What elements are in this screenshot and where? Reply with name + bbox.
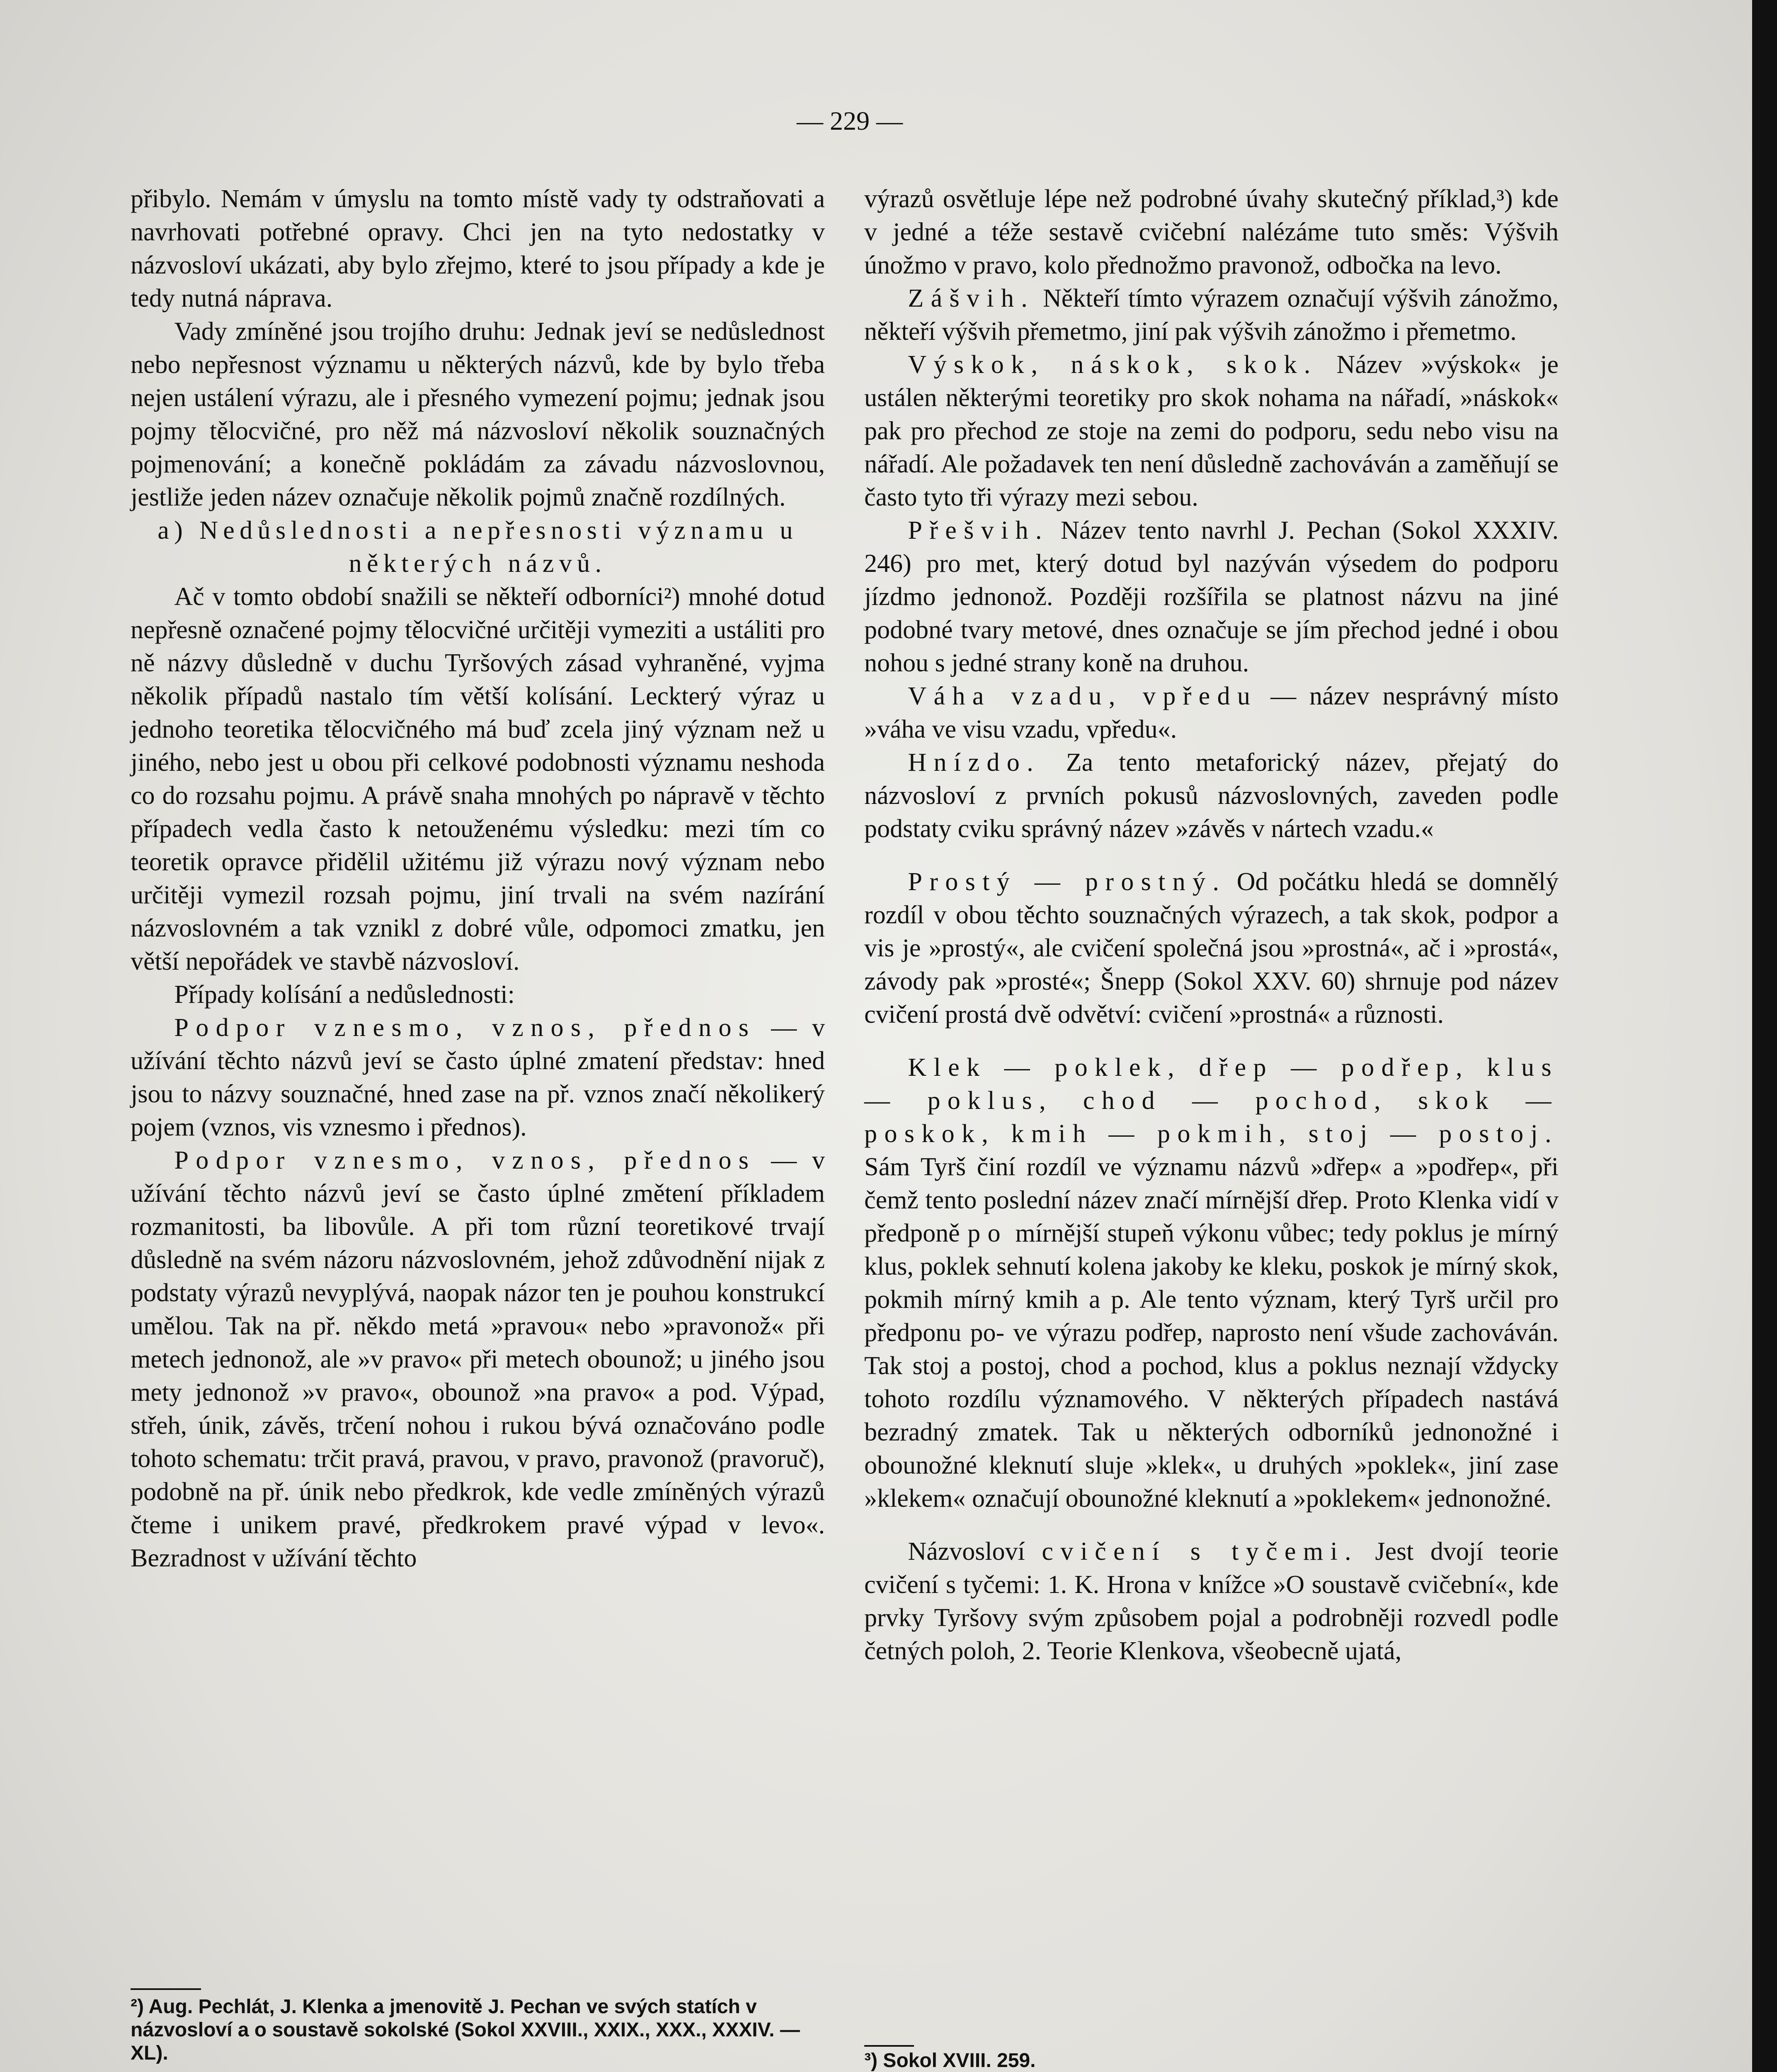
paragraph: Přešvih. Název tento navrhl J. Pechan (Sokol XXXIV. 246) pro met, který dotud byl nazýván výsedem do podporu jízdmo jednonož. Později rozšířila se platnost názvu na jiné podobné tvary metové, dnes označuje se jím přechod jedné i obou nohou s jedné strany koně na druhou. (864, 516, 1559, 677)
paragraph: Výskok, náskok, skok. Název »výskok« je ustálen některými teoretiky pro skok nohama na nářadí, »náskok« pak pro přechod ze stoje na zemi do podporu, sedu nebo visu na nářadí. Ale požadavek ten není důsledně zachováván a zaměňují se často tyto tři výrazy mezi sebou. (864, 351, 1559, 511)
term: Zášvih. (908, 284, 1035, 312)
left-column (131, 182, 825, 1575)
footnote-left: ²) Aug. Pechlát, J. Klenka a jmenovitě J. Pechan ve svých statích v názvosloví a o soustavě sokolské (Sokol XXVIII., XXIX., XXX., XXXIV. — XL). (131, 1996, 800, 2064)
term: Výskok, náskok, skok. (908, 351, 1318, 379)
paragraph: výrazů osvětluje lépe než podrobné úvahy skutečný příklad,³) kde v jedné a téže sestavě cvičební nalézáme tuto směs: Výšvih únožmo v pravo, kolo přednožmo pravonož, odbočka na levo. (864, 185, 1559, 279)
paragraph: Hnízdo. Za tento metaforický název, přejatý do názvosloví z prvních pokusů názvoslovných, zaveden podle podstaty cviku správný název »závěs v nártech vzadu.« (864, 748, 1559, 843)
term: Přešvih. (908, 516, 1049, 545)
footnote-rule (864, 2045, 914, 2047)
paragraph: Prostý — prostný. Od počátku hledá se domnělý rozdíl v obou těchto souznačných výrazech, a tak skok, podpor a vis je »prostý«, ale cvičení společná jsou »prostná«, ač i »prostá«, závody pak »prosté«; Šnepp (Sokol XXV. 60) shrnuje pod název cvičení prostá dvě odvětví: cvičení »prostná« a různosti. (864, 868, 1559, 1029)
paragraph: Vady zmíněné jsou trojího druhu: Jednak jeví se nedůslednost nebo nepřesnost významu u některých názvů, kde by bylo třeba nejen ustálení výrazu, ale i přesného vymezení pojmu; jednak jsou pojmy tělocvičné, pro něž má názvosloví několik souznačných pojmenování; a konečně pokládám za závadu názvoslovnou, jestliže jeden název označuje několik pojmů značně rozdílných. (131, 317, 825, 511)
term: Hnízdo. (908, 748, 1040, 777)
paragraph: Podpor vznesmo, vznos, přednos — v užívání těchto názvů jeví se často úplné zmatení představ: hned jsou to názvy souznačné, hned zase na př. vznos značí několikerý pojem (vznos, vis vznesmo i přednos). (131, 1014, 825, 1141)
scan-edge-right (1752, 0, 1777, 2072)
term: cvičení s tyčemi. (1042, 1537, 1358, 1566)
term: Podpor vznesmo, vznos, přednos (174, 1014, 756, 1042)
footnote-rule (131, 1988, 201, 1990)
term: Prostý — prostný. (908, 868, 1227, 896)
page-number: — 229 — (797, 106, 903, 136)
paragraph: Váha vzadu, vpředu — název nesprávný místo »váha ve visu vzadu, vpředu«. (864, 682, 1559, 743)
paragraph: Zášvih. Někteří tímto výrazem označují výšvih zánožmo, někteří výšvih přemetmo, jiní pak výšvih zánožmo i přemetmo. (864, 284, 1559, 346)
paragraph: Ač v tomto období snažili se někteří odborníci²) mnohé dotud nepřesně označené pojmy tělocvičné určitěji vymeziti a ustáliti pro ně názvy důsledně v duchu Tyršových zásad vyhraněné, vyjma několik případů nastalo tím větší kolísání. Leckterý výraz u jednoho teoretika tělocvičného má buď zcela jiný význam než u jiného, nebo jest u obou při celkové podobnosti významu neshoda co do rozsahu pojmu. A právě snaha mnohých po nápravě v těchto případech vedla často k netouženému výsledku: mezi tím co teoretik opravce přidělil užitému již výrazu nový význam nebo určitěji vymezil rozsah pojmu, jiní trvali na svém nazírání názvoslovném a tak vznikl z dobré vůle, odpomoci zmatku, jen větší nepořádek ve stavbě názvosloví. (131, 583, 825, 975)
term: Podpor vznesmo, vznos, přednos (174, 1146, 756, 1174)
term: Klek — poklek, dřep — podřep, klus — poklus, chod — pochod, skok — poskok, kmih — pokmih, stoj — postoj. (864, 1053, 1559, 1148)
section-heading: a) Nedůslednosti a nepřesnosti významu u některých názvů. (158, 516, 798, 578)
paragraph: Názvosloví cvičení s tyčemi. Jest dvojí teorie cvičení s tyčemi: 1. K. Hrona v knížce »O soustavě cvičební«, kde prvky Tyršovy svým způsobem pojal a podrobněji rozvedl podle četných poloh, 2. Teorie Klenkova, všeobecně ujatá, (864, 1537, 1559, 1665)
term: Váha vzadu, vpředu (908, 682, 1258, 710)
paragraph: Případy kolísání a nedůslednosti: (174, 980, 515, 1009)
paragraph: Podpor vznesmo, vznos, přednos — v užívání těchto názvů jeví se často úplné změtení příkladem rozmanitosti, ba libovůle. A při tom různí teoretikové trvají důsledně na svém názoru názvoslovném, jehož zdůvodnění nijak z podstaty výrazů nevyplývá, naopak názor ten je pouhou konstrukcí umělou. Tak na př. někdo metá »pravou« nebo »pravonož« při metech jednonož, ale »v pravo« při metech obounož; u jiného jsou mety jednonož »v pravo«, obounož »na pravo« a pod. Výpad, střeh, únik, závěs, trčení nohou i rukou bývá označováno podle tohoto schematu: trčit pravá, pravou, v pravo, pravonož (pravoruč), podobně na př. únik nebo předkrok, kde vedle zmíněných výrazů čteme i unikem pravé, předkrokem pravé výpad v levo«. Bezradnost v užívání těchto (131, 1146, 825, 1572)
paragraph: Klek — poklek, dřep — podřep, klus — poklus, chod — pochod, skok — poskok, kmih — pokmih, stoj — postoj. Sám Tyrš činí rozdíl ve významu názvů »dřep« a »podřep«, při čemž tento poslední název značí mírnější dřep. Proto Klenka vidí v předponě po mírnější stupeň výkonu vůbec; tedy poklus je mírný klus, poklek sehnutí kolena jakoby ke kleku, poskok je mírný skok, pokmih mírný kmih a p. Ale tento význam, který Tyrš určil pro předponu po- ve výrazu podřep, naprosto není všude zachováván. Tak stoj a postoj, chod a pochod, klus a poklus neznají vždycky tohoto rozdílu významového. V některých případech nastává bezradný zmatek. Tak u některých odborníků jednonožné i obounožné kleknutí sluje »klek«, u druhých »poklek«, jiní zase »klekem« označují obounožné kleknutí a »poklekem« jednonožné. (864, 1053, 1559, 1513)
footnote-right: ³) Sokol XVIII. 259. (864, 2050, 1036, 2072)
paragraph: přibylo. Nemám v úmyslu na tomto místě vady ty odstraňovati a navrhovati potřebné opravy. Chci jen na tyto nedostatky v názvosloví ukázati, aby bylo zřejmo, které to jsou případy a kde je tedy nutná náprava. (131, 185, 825, 312)
right-column (864, 182, 1559, 1668)
